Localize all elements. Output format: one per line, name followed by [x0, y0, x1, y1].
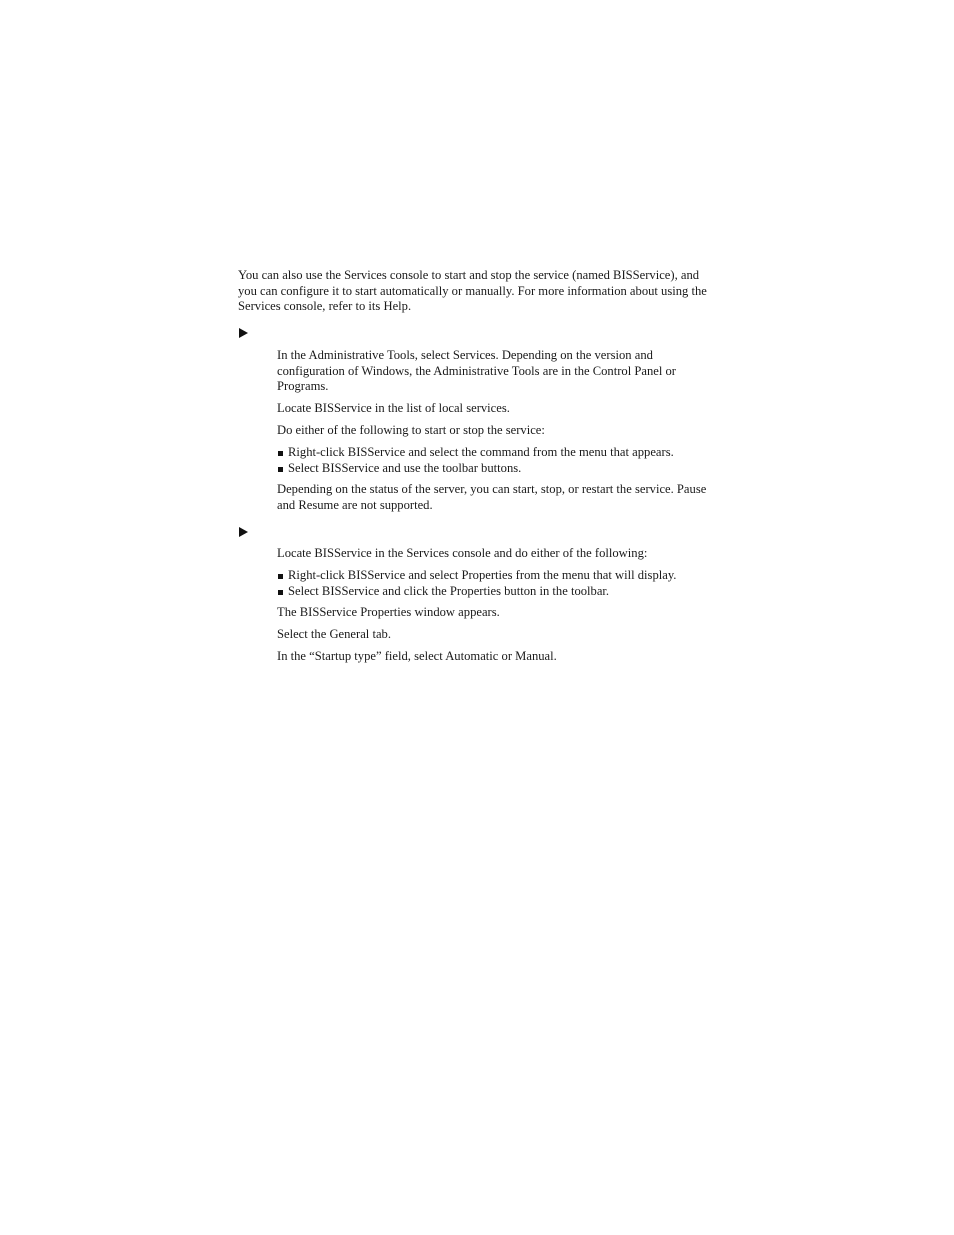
step-properties-window: The BISService Properties window appears.	[277, 605, 500, 619]
step-startup-type: In the “Startup type” field, select Automatic or Manual.	[277, 649, 557, 663]
step-general-tab: Select the General tab.	[277, 627, 391, 641]
bullet-square-icon	[278, 467, 283, 472]
bullet-square-icon	[278, 590, 283, 595]
triangle-right-icon	[239, 328, 248, 338]
bullet-square-icon	[278, 451, 283, 456]
bullet-square-icon	[278, 574, 283, 579]
list-item: Select BISService and click the Properties button in the toolbar.	[277, 584, 722, 600]
intro-paragraph: You can also use the Services console to start and stop the service (named BISService), and you can configure it to start automatically or manually. For more information about using the Services console, refer to its Help.	[238, 268, 707, 314]
triangle-right-icon	[239, 527, 248, 537]
step-open-services: In the Administrative Tools, select Services. Depending on the version and configuration of Windows, the Administrative Tools are in the Control Panel or Programs.	[277, 348, 676, 394]
properties-options-list	[277, 568, 722, 599]
status-note: Depending on the status of the server, you can start, stop, or restart the service. Pause and Resume are not supported.	[277, 482, 707, 512]
step-locate-in-console: Locate BISService in the Services console and do either of the following:	[277, 546, 648, 560]
step-locate-service: Locate BISService in the list of local services.	[277, 401, 510, 415]
list-item: Select BISService and use the toolbar buttons.	[277, 461, 722, 477]
list-item: Right-click BISService and select the command from the menu that appears.	[277, 445, 722, 461]
step-start-or-stop: Do either of the following to start or stop the service:	[277, 423, 545, 437]
start-stop-options-list	[277, 445, 722, 476]
list-item: Right-click BISService and select Properties from the menu that will display.	[277, 568, 722, 584]
